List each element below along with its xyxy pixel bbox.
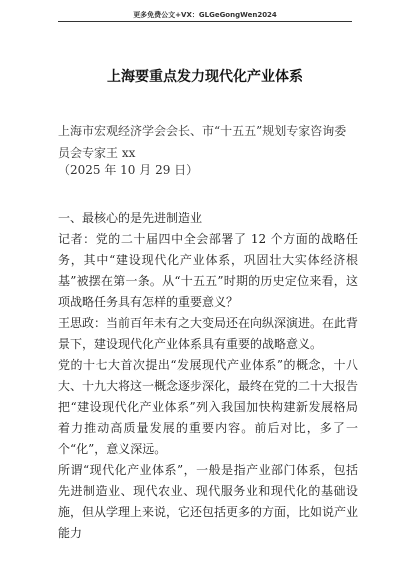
- author-line: 上海市宏观经济学会会长、市“十五五”规划专家咨询委员会专家王 xx: [58, 124, 347, 160]
- header-divider: [58, 21, 352, 22]
- paragraph: 所谓“现代化产业体系”，一般是指产业部门体系，包括先进制造业、现代农业、现代服务业和现代化的基础设施，但从学理上来说，它还包括更多的方面，比如说产业能力: [58, 463, 359, 540]
- header-note: 更多免费公文+VX：GLGeGongWen2024: [133, 11, 277, 19]
- section-heading: 一、最核心的是先进制造业: [58, 211, 203, 225]
- document-body: [58, 208, 358, 544]
- paragraph: 党的十七大首次提出“发展现代产业体系”的概念，十八大、十九大将这一概念逐步深化，最终在党的二十大报告把“建设现代化产业体系”列入我国加快构建新发展格局着力推动高质量发展的重要内容。前后对比，多了一个“化”，意义深远。: [58, 358, 359, 456]
- paragraph: 王思政：当前百年未有之大变局还在向纵深演进。在此背景下，建设现代化产业体系具有重要的战略意义。: [58, 316, 359, 351]
- date-line: （2025 年 10 月 29 日）: [58, 163, 199, 177]
- paragraph: 记者：党的二十届四中全会部署了 12 个方面的战略任务，其中“建设现代化产业体系，巩固壮大实体经济根基”被摆在第一条。从“十五五”时期的历史定位来看，这项战略任务具有怎样的重要意义？: [58, 232, 358, 309]
- document-title: 上海要重点发力现代化产业体系: [107, 69, 303, 85]
